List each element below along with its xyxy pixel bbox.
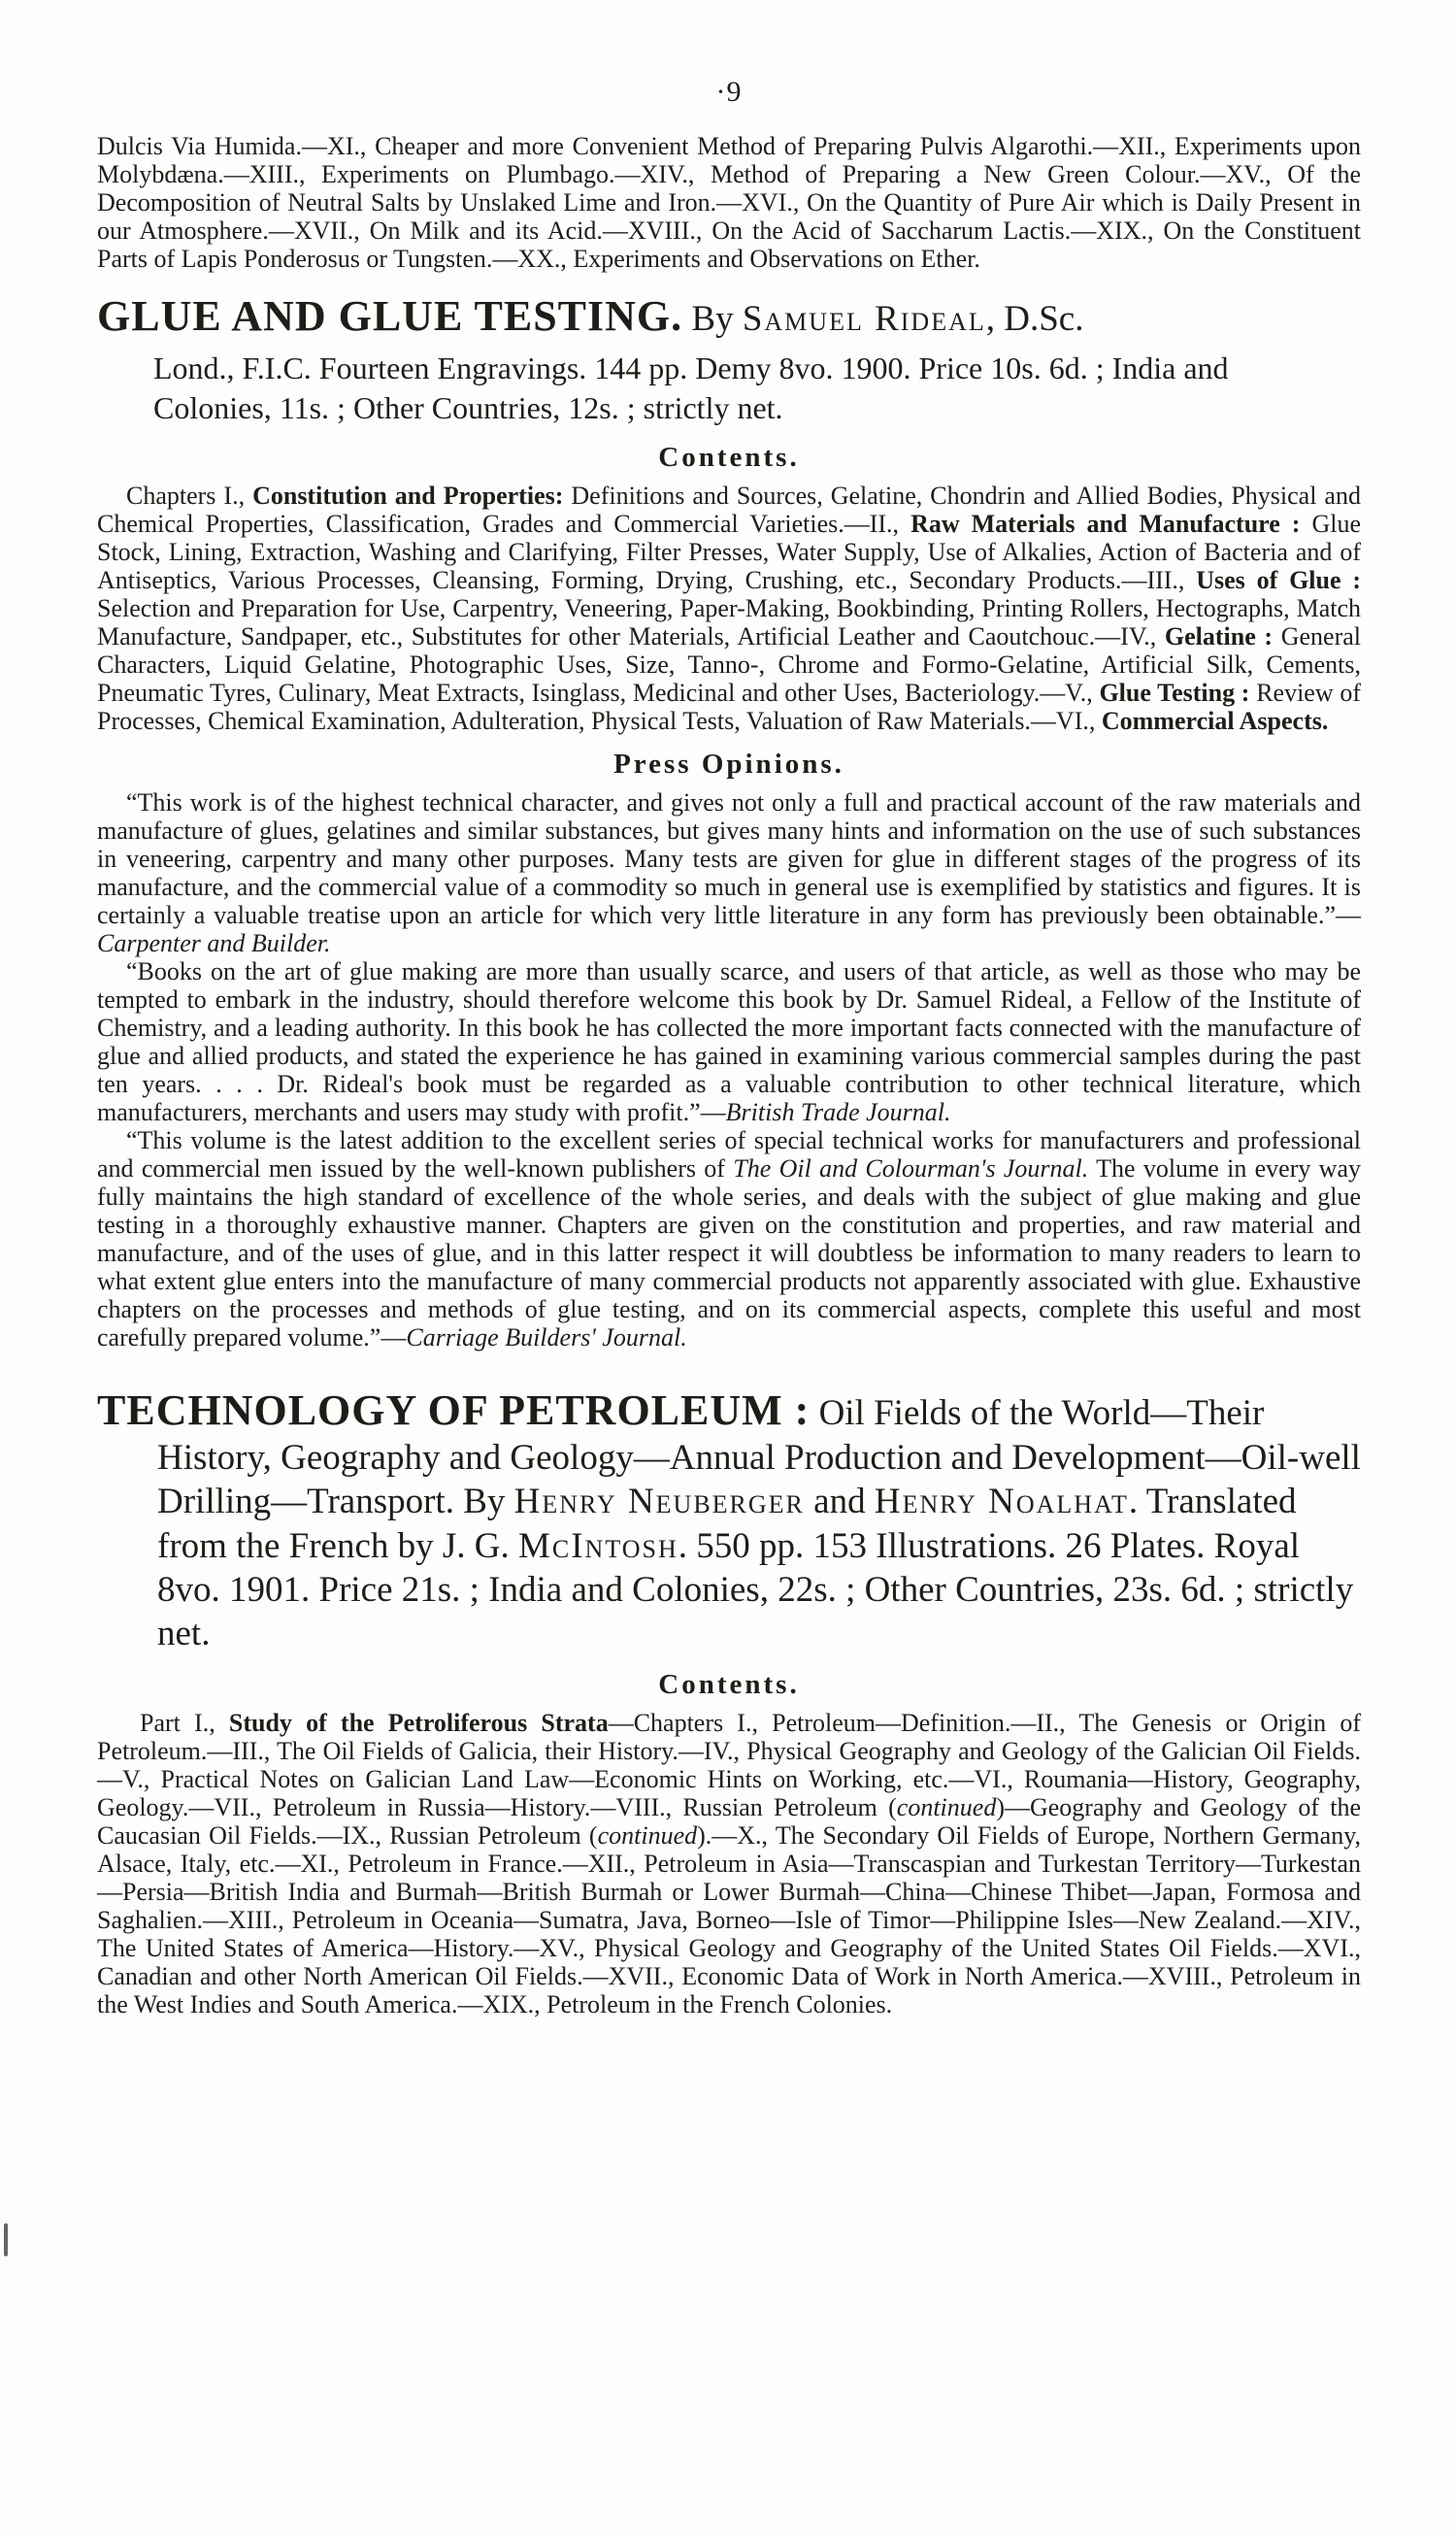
page-number: ·9 xyxy=(715,76,743,108)
press-opinions-heading: Press Opinions. xyxy=(613,748,844,780)
contents-heading-petroleum: Contents. xyxy=(658,1668,800,1700)
continuation-paragraph: Dulcis Via Humida.—XI., Cheaper and more Convenient Method of Preparing Pulvis Algarothi.—XII., Experiments upon Molybdæna.—XIII., Experiments on Plumbago.—XIV., Method of Preparing a New Green Colour.—XV., Of the Decomposition of Neutral Salts by Unslaked Lime and Iron.—XVI., On the Quantity of Pure Air which is Daily Present in our Atmosphere.—XVII., On Milk and its Acid.—XVIII., On the Acid of Saccharum Lactis.—XIX., On the Constituent Parts of Lapis Ponderosus or Tungsten.—XX., Experiments and Observations on Ether. xyxy=(97,132,1361,273)
contents-paragraph-glue: Chapters I., Constitution and Properties: Definitions and Sources, Gelatine, Chondrin and Allied Bodies, Physical and Chemical Properties, Classification, Grades and Commercial Varieties.—II., Raw Materials and Manufacture : Glue Stock, Lining, Extraction, Washing and Clarifying, Filter Presses, Water Supply, Use of Alkalies, Action of Bacteria and of Antiseptics, Various Processes, Cleansing, Forming, Drying, Crushing, etc., Secondary Products.—III., Uses of Glue : Selection and Preparation for Use, Carpentry, Veneering, Paper-Making, Bookbinding, Printing Rollers, Hectographs, Match Manufacture, Sandpaper, etc., Substitutes for other Materials, Artificial Leather and Caoutchouc.—IV., Gelatine : General Characters, Liquid Gelatine, Photographic Uses, Size, Tanno-, Chrome and Formo-Gelatine, Artificial Silk, Cements, Pneumatic Tyres, Culinary, Meat Extracts, Isinglass, Medicinal and other Uses, Bacteriology.—V., Glue Testing : Review of Processes, Chemical Examination, Adulteration, Physical Tests, Valuation of Raw Materials.—VI., Commercial Aspects. xyxy=(97,481,1361,735)
book-title-petroleum: TECHNOLOGY OF PETROLEUM : Oil Fields of the World—Their History, Geography and Geology—Annual Production and Development—Oil-well Drilling—Transport. By Henry Neuberger and Henry Noalhat. Translated from the French by J. G. McIntosh. 550 pp. 153 Illustrations. 26 Plates. Royal 8vo. 1901. Price 21s. ; India and Colonies, 22s. ; Other Countries, 23s. 6d. ; strictly net. xyxy=(97,1385,1361,1653)
book-title-glue: GLUE AND GLUE TESTING. By Samuel Rideal, D.Sc. xyxy=(97,292,1084,340)
scan-artifact-mark xyxy=(4,2223,8,2256)
contents-heading-glue: Contents. xyxy=(658,441,800,473)
press-opinion-3: “This volume is the latest addition to the excellent series of special technical works for manufacturers and professional and commercial men issued by the well-known publishers of The Oil and Colourman's Journal. The volume in every way fully maintains the high standard of excellence of the whole series, and deals with the subject of glue making and glue testing in a thoroughly exhaustive manner. Chapters are given on the constitution and properties, and raw material and manufacture, and of the uses of glue, and in this latter respect it will doubtless be information to many readers to learn to what extent glue enters into the manufacture of many commercial products not apparently associated with glue. Exhaustive chapters on the processes and methods of glue testing, and on its commercial aspects, complete this useful and most carefully prepared volume.”—Carriage Builders' Journal. xyxy=(97,1125,1361,1351)
book-entry-petroleum xyxy=(97,1384,1361,2018)
contents-paragraph-petroleum: Part I., Study of the Petroliferous Strata—Chapters I., Petroleum—Definition.—II., The Genesis or Origin of Petroleum.—III., The Oil Fields of Galicia, their History.—IV., Physical Geography and Geology of the Galician Oil Fields.—V., Practical Notes on Galician Land Law—Economic Hints on Working, etc.—VI., Roumania—History, Geography, Geology.—VII., Petroleum in Russia—History.—VIII., Russian Petroleum (continued)—Geography and Geology of the Caucasian Oil Fields.—IX., Russian Petroleum (continued).—X., The Secondary Oil Fields of Europe, Northern Germany, Alsace, Italy, etc.—XI., Petroleum in France.—XII., Petroleum in Asia—Transcaspian and Turkestan Territory—Turkestan—Persia—British India and Burmah—British Burmah or Lower Burmah—China—Chinese Thibet—Japan, Formosa and Saghalien.—XIII., Petroleum in Oceania—Sumatra, Java, Borneo—Isle of Timor—Philippine Isles—New Zealand.—XIV., The United States of America—History.—XV., Physical Geology and Geography of the United States Oil Fields.—XVI., Canadian and other North American Oil Fields.—XVII., Economic Data of Work in North America.—XVIII., Petroleum in the West Indies and South America.—XIX., Petroleum in the French Colonies. xyxy=(97,1708,1362,2018)
press-opinion-2: “Books on the art of glue making are more than usually scarce, and users of that article, as well as those who may be tempted to embark in the industry, should therefore welcome this book by Dr. Samuel Rideal, a Fellow of the Institute of Chemistry, and a leading authority. In this book he has collected the more important facts connected with the manufacture of glue and allied products, and stated the experience he has gained in examining various commercial samples during the past ten years. . . . Dr. Rideal's book must be regarded as a valuable contribution to other technical literature, which manufacturers, merchants and users may study with profit.”—British Trade Journal. xyxy=(97,956,1361,1126)
book-subtitle-glue: Lond., F.I.C. Fourteen Engravings. 144 pp. Demy 8vo. 1900. Price 10s. 6d. ; India and Colonies, 11s. ; Other Countries, 12s. ; strictly net. xyxy=(153,350,1229,425)
book-entry-glue xyxy=(97,290,1361,1351)
press-opinion-1: “This work is of the highest technical character, and gives not only a full and practical account of the raw materials and manufacture of glues, gelatines and similar substances, but gives many hints and information on the use of such substances in veneering, carpentry and many other purposes. Many tests are given for glue in different stages of the progress of its manufacture, and the commercial value of a commodity so much in general use is exemplified by statistics and figures. It is certainly a valuable treatise upon an article for which very little literature in any form has previously been obtainable.”—Carpenter and Builder. xyxy=(97,787,1361,957)
